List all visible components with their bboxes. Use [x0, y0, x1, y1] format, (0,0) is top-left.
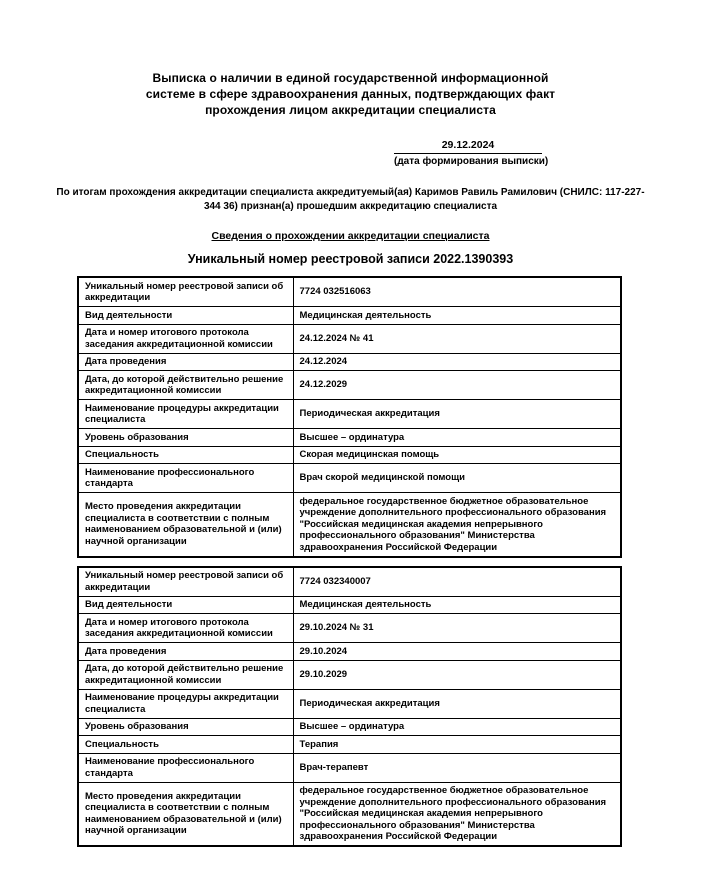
row-value: 24.12.2024 № 41	[293, 324, 621, 353]
row-value: 29.10.2029	[293, 660, 621, 689]
row-label: Дата, до которой действительно решение аккредитационной комиссии	[78, 660, 293, 689]
table-row	[78, 567, 621, 597]
row-value: 29.10.2024 № 31	[293, 614, 621, 643]
table-row	[78, 493, 621, 557]
table-row	[78, 446, 621, 464]
row-label: Дата и номер итогового протокола заседания аккредитационной комиссии	[78, 324, 293, 353]
accreditation-record-table-1	[77, 276, 622, 558]
document-title-line: прохождения лицом аккредитации специалиста	[205, 103, 496, 117]
row-value: Периодическая аккредитация	[293, 400, 621, 429]
row-label: Наименование процедуры аккредитации специалиста	[78, 400, 293, 429]
row-label: Наименование профессионального стандарта	[78, 464, 293, 493]
section-heading: Сведения о прохождении аккредитации специалиста	[211, 230, 490, 242]
row-label: Уникальный номер реестровой записи об аккредитации	[78, 567, 293, 597]
accreditation-record-table-1-body	[78, 277, 621, 557]
row-value: 24.12.2029	[293, 371, 621, 400]
table-row	[78, 614, 621, 643]
row-label: Место проведения аккредитации специалиста в соответствии с полным наименованием образовательной и (или) научной организации	[78, 493, 293, 557]
row-label: Уровень образования	[78, 429, 293, 447]
row-value: Терапия	[293, 736, 621, 754]
document-title-line: Выписка о наличии в единой государственной информационной	[152, 71, 549, 85]
table-row	[78, 736, 621, 754]
row-label: Специальность	[78, 736, 293, 754]
table-row	[78, 753, 621, 782]
row-label: Дата и номер итогового протокола заседания аккредитационной комиссии	[78, 614, 293, 643]
table-row	[78, 718, 621, 736]
row-value: 7724 032516063	[293, 277, 621, 307]
row-value: Медицинская деятельность	[293, 596, 621, 614]
table-row	[78, 277, 621, 307]
table-row	[78, 596, 621, 614]
document-title	[0, 70, 701, 118]
row-value: Скорая медицинская помощь	[293, 446, 621, 464]
formation-date: 29.12.2024	[394, 139, 542, 154]
row-label: Уровень образования	[78, 718, 293, 736]
intro-paragraph	[0, 186, 701, 214]
table-row	[78, 371, 621, 400]
row-label: Специальность	[78, 446, 293, 464]
table-row	[78, 353, 621, 371]
row-value: Врач-терапевт	[293, 753, 621, 782]
intro-paragraph-line: По итогам прохождения аккредитации специалиста аккредитуемый(ая) Каримов Равиль Рамилович (СНИЛС: 117-227-	[56, 187, 645, 198]
formation-date-block	[394, 139, 549, 168]
row-label: Вид деятельности	[78, 596, 293, 614]
row-value: федеральное государственное бюджетное образовательное учреждение дополнительного профессионального образования "Российская медицинская академия непрерывного профессионального образования" Министерства здравоохранения Российской Федерации	[293, 782, 621, 846]
table-row	[78, 429, 621, 447]
row-value: 7724 032340007	[293, 567, 621, 597]
row-value: Медицинская деятельность	[293, 307, 621, 325]
intro-paragraph-line: 344 36) признан(а) прошедшим аккредитацию специалиста	[203, 201, 498, 212]
row-value: Высшее – ординатура	[293, 718, 621, 736]
row-label: Вид деятельности	[78, 307, 293, 325]
accreditation-record-table-2	[77, 566, 622, 848]
table-row	[78, 782, 621, 846]
table-row	[78, 324, 621, 353]
row-value: Периодическая аккредитация	[293, 689, 621, 718]
table-row	[78, 689, 621, 718]
row-value: Врач скорой медицинской помощи	[293, 464, 621, 493]
table-row	[78, 400, 621, 429]
row-value: 29.10.2024	[293, 643, 621, 661]
row-label: Дата, до которой действительно решение аккредитационной комиссии	[78, 371, 293, 400]
table-row	[78, 643, 621, 661]
document-title-line: системе в сфере здравоохранения данных, подтверждающих факт	[145, 87, 556, 101]
registry-number-heading: Уникальный номер реестровой записи 2022.1390393	[187, 252, 514, 266]
row-label: Наименование процедуры аккредитации специалиста	[78, 689, 293, 718]
row-value: федеральное государственное бюджетное образовательное учреждение дополнительного профессионального образования "Российская медицинская академия непрерывного профессионального образования" Министерства здравоохранения Российской Федерации	[293, 493, 621, 557]
row-label: Дата проведения	[78, 353, 293, 371]
table-row	[78, 660, 621, 689]
accreditation-record-table-2-body	[78, 567, 621, 847]
row-value: 24.12.2024	[293, 353, 621, 371]
row-label: Дата проведения	[78, 643, 293, 661]
table-row	[78, 464, 621, 493]
row-label: Уникальный номер реестровой записи об аккредитации	[78, 277, 293, 307]
row-label: Наименование профессионального стандарта	[78, 753, 293, 782]
row-value: Высшее – ординатура	[293, 429, 621, 447]
formation-date-caption: (дата формирования выписки)	[394, 156, 549, 167]
row-label: Место проведения аккредитации специалиста в соответствии с полным наименованием образовательной и (или) научной организации	[78, 782, 293, 846]
table-row	[78, 307, 621, 325]
